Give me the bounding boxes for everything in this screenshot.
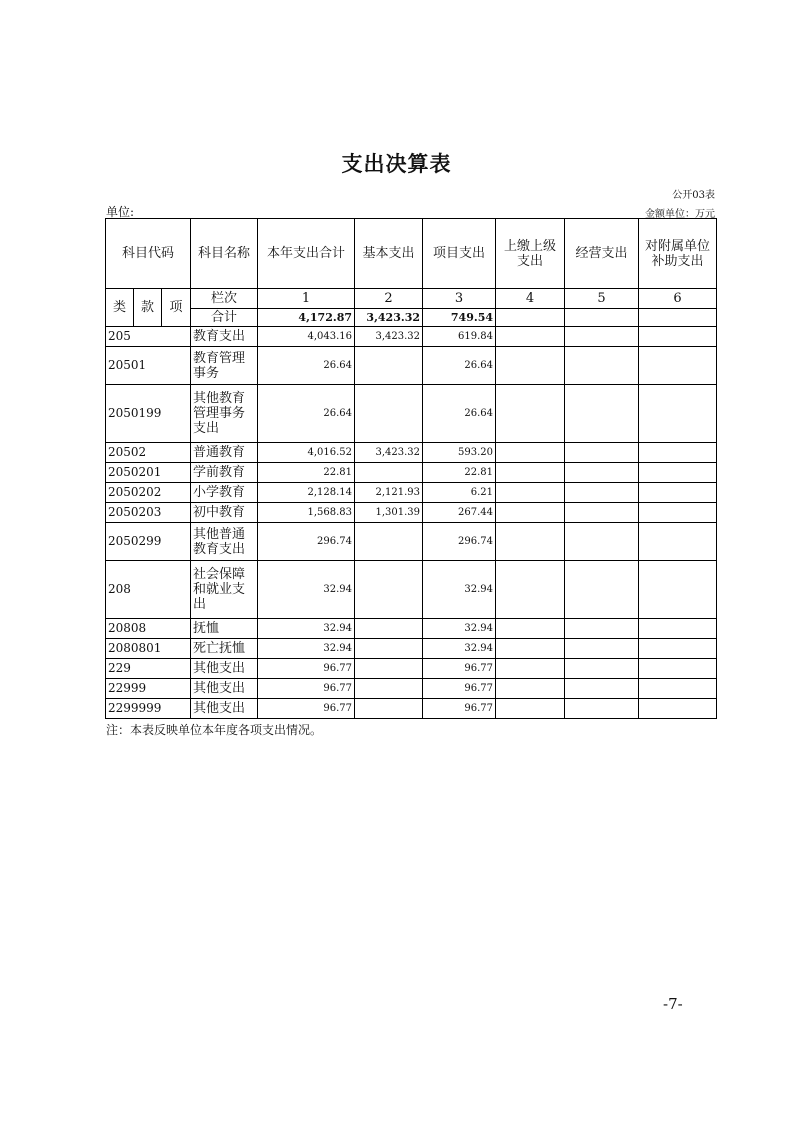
row-c3: 296.74 — [423, 523, 496, 561]
row-c2 — [355, 659, 423, 679]
table-body — [106, 327, 717, 719]
page-number: -7- — [663, 995, 683, 1013]
row-empty-cell — [565, 619, 639, 639]
row-empty-cell — [565, 659, 639, 679]
total-c2: 3,423.32 — [355, 309, 423, 327]
expenditure-table — [105, 218, 717, 719]
row-name: 其他支出 — [191, 699, 258, 719]
row-empty-cell — [639, 523, 717, 561]
row-name: 初中教育 — [191, 503, 258, 523]
row-c3: 96.77 — [423, 659, 496, 679]
row-empty-cell — [639, 483, 717, 503]
header-c2: 基本支出 — [355, 219, 423, 289]
row-c2 — [355, 699, 423, 719]
table-row — [106, 327, 717, 347]
row-empty-cell — [639, 679, 717, 699]
row-empty-cell — [639, 699, 717, 719]
row-empty-cell — [565, 561, 639, 619]
table-row — [106, 483, 717, 503]
row-c1: 296.74 — [258, 523, 355, 561]
header-row — [106, 219, 717, 289]
row-code: 20502 — [106, 443, 191, 463]
row-empty-cell — [565, 327, 639, 347]
table-row — [106, 699, 717, 719]
row-empty-cell — [565, 679, 639, 699]
row-c1: 22.81 — [258, 463, 355, 483]
row-empty-cell — [496, 503, 565, 523]
total-row — [106, 309, 717, 327]
total-c3: 749.54 — [423, 309, 496, 327]
col-number-3: 3 — [423, 289, 496, 309]
table-row — [106, 347, 717, 385]
row-name: 学前教育 — [191, 463, 258, 483]
row-name: 抚恤 — [191, 619, 258, 639]
row-code: 229 — [106, 659, 191, 679]
table-row — [106, 385, 717, 443]
row-empty-cell — [496, 463, 565, 483]
table-note: 注：本表反映单位本年度各项支出情况。 — [106, 723, 323, 737]
header-c5: 经营支出 — [565, 219, 639, 289]
row-c2 — [355, 679, 423, 699]
header-lanci: 栏次 — [191, 289, 258, 309]
row-c3: 22.81 — [423, 463, 496, 483]
row-code: 20808 — [106, 619, 191, 639]
row-c2 — [355, 561, 423, 619]
row-c3: 26.64 — [423, 347, 496, 385]
row-empty-cell — [639, 639, 717, 659]
row-empty-cell — [565, 483, 639, 503]
row-c2: 3,423.32 — [355, 443, 423, 463]
row-c1: 32.94 — [258, 619, 355, 639]
row-empty-cell — [496, 699, 565, 719]
row-c1: 1,568.83 — [258, 503, 355, 523]
table-row — [106, 679, 717, 699]
row-c1: 26.64 — [258, 347, 355, 385]
row-empty-cell — [639, 463, 717, 483]
row-c1: 26.64 — [258, 385, 355, 443]
row-code: 2050199 — [106, 385, 191, 443]
header-kuan: 款 — [134, 289, 162, 327]
total-label: 合计 — [191, 309, 258, 327]
row-name: 其他支出 — [191, 679, 258, 699]
row-empty-cell — [565, 463, 639, 483]
row-empty-cell — [639, 347, 717, 385]
row-c3: 96.77 — [423, 699, 496, 719]
row-c1: 32.94 — [258, 639, 355, 659]
row-empty-cell — [496, 385, 565, 443]
header-xiang: 项 — [162, 289, 191, 327]
row-c1: 2,128.14 — [258, 483, 355, 503]
row-code: 208 — [106, 561, 191, 619]
row-c1: 32.94 — [258, 561, 355, 619]
col-number-2: 2 — [355, 289, 423, 309]
row-name: 死亡抚恤 — [191, 639, 258, 659]
row-empty-cell — [496, 347, 565, 385]
row-empty-cell — [639, 503, 717, 523]
row-code: 2299999 — [106, 699, 191, 719]
table-row — [106, 561, 717, 619]
row-c3: 32.94 — [423, 639, 496, 659]
row-empty-cell — [496, 561, 565, 619]
col-number-5: 5 — [565, 289, 639, 309]
row-empty-cell — [496, 659, 565, 679]
row-code: 20501 — [106, 347, 191, 385]
table-row — [106, 463, 717, 483]
row-code: 2050299 — [106, 523, 191, 561]
row-empty-cell — [496, 639, 565, 659]
row-empty-cell — [565, 385, 639, 443]
column-number-row — [106, 289, 717, 309]
header-name: 科目名称 — [191, 219, 258, 289]
amount-unit: 金额单位：万元 — [645, 209, 715, 220]
row-name: 教育支出 — [191, 327, 258, 347]
row-c1: 96.77 — [258, 679, 355, 699]
col-number-4: 4 — [496, 289, 565, 309]
table-row — [106, 639, 717, 659]
row-code: 2050202 — [106, 483, 191, 503]
row-empty-cell — [496, 443, 565, 463]
row-c3: 32.94 — [423, 619, 496, 639]
row-empty-cell — [639, 561, 717, 619]
row-c3: 32.94 — [423, 561, 496, 619]
table-row — [106, 659, 717, 679]
row-c3: 267.44 — [423, 503, 496, 523]
table-row — [106, 503, 717, 523]
row-empty-cell — [565, 699, 639, 719]
row-c2: 3,423.32 — [355, 327, 423, 347]
row-c1: 96.77 — [258, 699, 355, 719]
row-empty-cell — [565, 443, 639, 463]
row-code: 2050201 — [106, 463, 191, 483]
total-c1: 4,172.87 — [258, 309, 355, 327]
row-c1: 96.77 — [258, 659, 355, 679]
row-empty-cell — [639, 659, 717, 679]
row-c1: 4,043.16 — [258, 327, 355, 347]
row-name: 其他教育管理事务支出 — [191, 385, 258, 443]
page-title: 支出决算表 — [341, 152, 452, 176]
row-empty-cell — [496, 327, 565, 347]
table-row — [106, 443, 717, 463]
row-name: 小学教育 — [191, 483, 258, 503]
row-empty-cell — [639, 327, 717, 347]
header-c3: 项目支出 — [423, 219, 496, 289]
row-c3: 96.77 — [423, 679, 496, 699]
row-empty-cell — [496, 619, 565, 639]
row-name: 教育管理事务 — [191, 347, 258, 385]
row-c2 — [355, 523, 423, 561]
row-empty-cell — [565, 639, 639, 659]
row-name: 其他普通教育支出 — [191, 523, 258, 561]
header-c1: 本年支出合计 — [258, 219, 355, 289]
table-row — [106, 619, 717, 639]
header-c4: 上缴上级支出 — [496, 219, 565, 289]
row-code: 205 — [106, 327, 191, 347]
row-empty-cell — [639, 619, 717, 639]
row-c2 — [355, 385, 423, 443]
header-lei: 类 — [106, 289, 134, 327]
row-c2 — [355, 463, 423, 483]
row-code: 2050203 — [106, 503, 191, 523]
row-name: 普通教育 — [191, 443, 258, 463]
row-c2 — [355, 619, 423, 639]
row-c2: 2,121.93 — [355, 483, 423, 503]
header-c6: 对附属单位补助支出 — [639, 219, 717, 289]
header-code: 科目代码 — [106, 219, 191, 289]
row-empty-cell — [496, 523, 565, 561]
row-c2 — [355, 639, 423, 659]
row-c1: 4,016.52 — [258, 443, 355, 463]
form-number: 公开03表 — [672, 190, 715, 201]
row-empty-cell — [496, 679, 565, 699]
row-c3: 593.20 — [423, 443, 496, 463]
unit-label: 单位: — [106, 205, 135, 219]
row-name: 其他支出 — [191, 659, 258, 679]
row-empty-cell — [565, 523, 639, 561]
row-name: 社会保障和就业支出 — [191, 561, 258, 619]
row-empty-cell — [565, 347, 639, 385]
row-c3: 619.84 — [423, 327, 496, 347]
row-c3: 26.64 — [423, 385, 496, 443]
col-number-6: 6 — [639, 289, 717, 309]
row-code: 2080801 — [106, 639, 191, 659]
row-c2 — [355, 347, 423, 385]
table-row — [106, 523, 717, 561]
row-empty-cell — [496, 483, 565, 503]
col-number-1: 1 — [258, 289, 355, 309]
row-empty-cell — [565, 503, 639, 523]
row-c3: 6.21 — [423, 483, 496, 503]
row-empty-cell — [639, 443, 717, 463]
row-c2: 1,301.39 — [355, 503, 423, 523]
row-code: 22999 — [106, 679, 191, 699]
row-empty-cell — [639, 385, 717, 443]
